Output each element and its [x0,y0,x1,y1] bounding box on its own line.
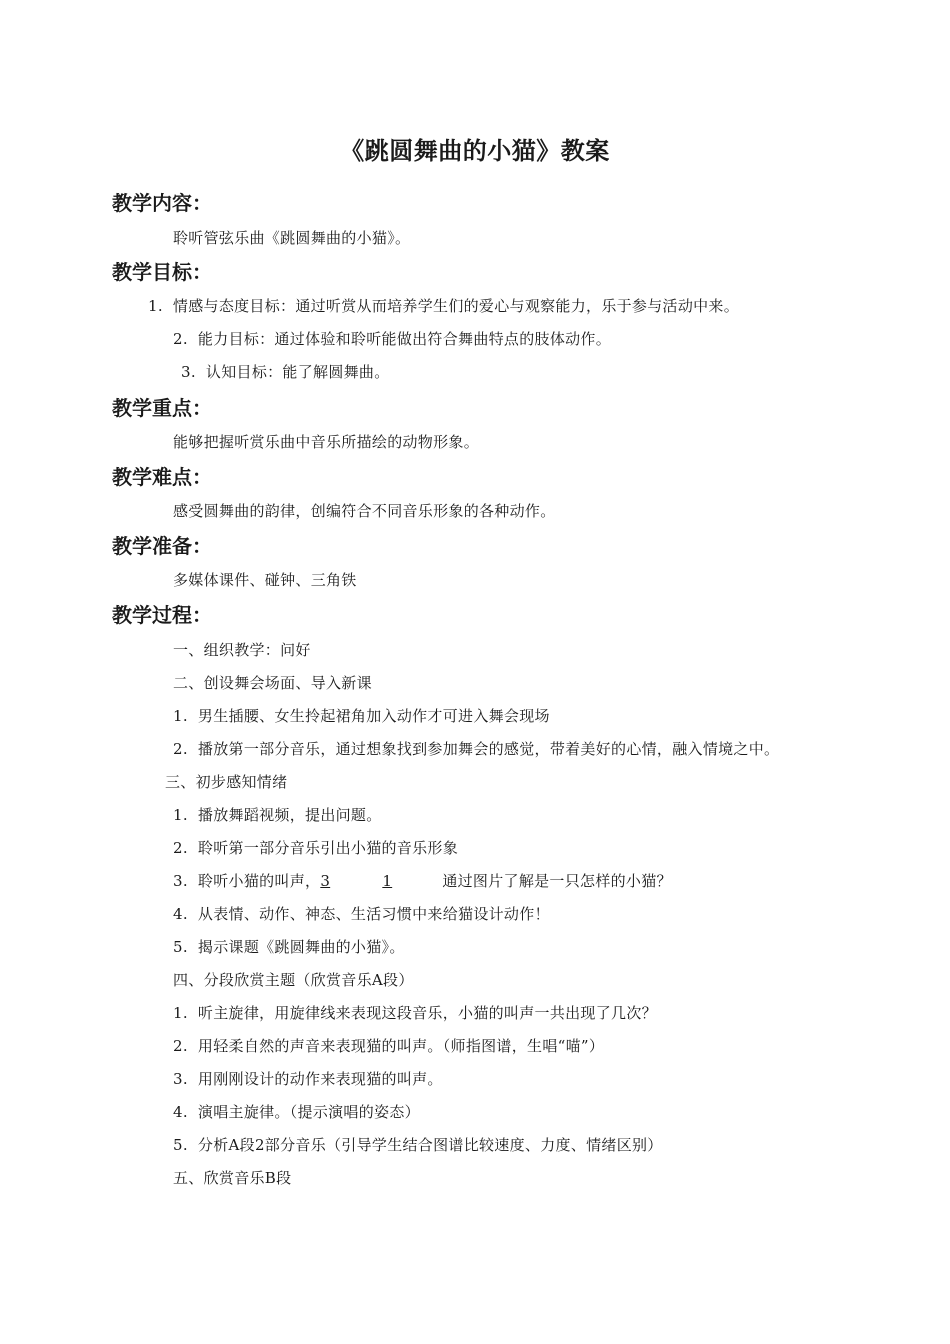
heading-content: 教学内容： [112,191,212,215]
item-text: 听主旋律，用旋律线来表现这段音乐，小猫的叫声一共出现了几次？ [197,1004,657,1022]
item-text-before: 聆听小猫的叫声， [197,872,321,890]
item-number: 3. [173,872,188,890]
item-number: 4. [173,1103,188,1121]
process-part-3-item-4 [173,903,550,924]
heading-process: 教学过程： [112,603,212,627]
item-number: 1. [173,806,188,824]
process-part-2: 二、创设舞会场面、导入新课 [173,674,372,692]
preparation-text: 多媒体课件、碰钟、三角铁 [173,571,357,589]
goal-item-2 [173,328,611,349]
item-text: 揭示课题《跳圆舞曲的小猫》。 [197,938,405,956]
item-text: 分析A段2部分音乐（引导学生结合图谱比较速度、力度、情绪区别） [197,1136,663,1154]
key-points-text: 能够把握听赏乐曲中音乐所描绘的动物形象。 [173,433,480,451]
process-part-4: 四、分段欣赏主题（欣赏音乐A段） [173,971,414,989]
item-number: 1. [173,1004,188,1022]
goal-item-text: 能力目标：通过体验和聆听能做出符合舞曲特点的肢体动作。 [197,330,612,348]
goal-item-number: 2. [173,330,188,348]
process-part-3-item-1 [173,804,382,825]
process-part-4-item-1 [173,1002,657,1023]
difficulty-text: 感受圆舞曲的韵律，创编符合不同音乐形象的各种动作。 [173,502,556,520]
heading-preparation: 教学准备： [112,534,212,558]
item-text: 用轻柔自然的声音来表现猫的叫声。（师指图谱，生唱“喵”） [197,1037,605,1055]
process-part-2-item-1 [173,705,550,726]
item-text-after: 通过图片了解是一只怎样的小猫？ [442,872,672,890]
item-number: 4. [173,905,188,923]
process-part-3-item-2 [173,837,458,858]
process-part-4-item-5 [173,1134,663,1155]
goal-item-3 [181,361,390,382]
item-text: 演唱主旋律。（提示演唱的姿态） [197,1103,420,1121]
item-number: 2. [173,1037,188,1055]
process-part-5: 五、欣赏音乐B段 [173,1169,292,1187]
heading-key-points: 教学重点： [112,396,212,420]
goal-item-text: 认知目标：能了解圆舞曲。 [205,363,390,381]
item-number: 5. [173,1136,188,1154]
process-part-2-item-2 [173,738,779,759]
item-text: 聆听第一部分音乐引出小猫的音乐形象 [197,839,459,857]
item-text: 播放第一部分音乐，通过想象找到参加舞会的感觉，带着美好的心情，融入情境之中。 [197,740,780,758]
underlined-note-b: 1 [382,872,393,890]
underlined-note-a: 3 [320,872,331,890]
process-part-3: 三、初步感知情绪 [165,773,288,791]
item-number: 2. [173,740,188,758]
process-part-3-item-3 [173,870,672,891]
item-text: 播放舞蹈视频，提出问题。 [197,806,382,824]
document-title: 《跳圆舞曲的小猫》教案 [340,137,610,165]
item-number: 5. [173,938,188,956]
item-number: 1. [173,707,188,725]
process-part-3-item-5 [173,936,405,957]
item-number: 2. [173,839,188,857]
process-part-1: 一、组织教学：问好 [173,641,311,659]
process-part-4-item-2 [173,1035,604,1056]
process-part-4-item-3 [173,1068,443,1089]
goal-item-text: 情感与态度目标：通过听赏从而培养学生们的爱心与观察能力，乐于参与活动中来。 [172,297,740,315]
goal-item-number: 1. [148,297,163,315]
item-number: 3. [173,1070,188,1088]
item-text: 用刚刚设计的动作来表现猫的叫声。 [197,1070,443,1088]
item-text: 男生插腰、女生拎起裙角加入动作才可进入舞会现场 [197,707,550,725]
content-text: 聆听管弦乐曲《跳圆舞曲的小猫》。 [173,229,411,247]
goal-item-number: 3. [181,363,196,381]
process-part-4-item-4 [173,1101,420,1122]
goal-item-1 [148,295,739,316]
item-text: 从表情、动作、神态、生活习惯中来给猫设计动作！ [197,905,550,923]
heading-goals: 教学目标： [112,260,212,284]
heading-difficulty: 教学难点： [112,465,212,489]
